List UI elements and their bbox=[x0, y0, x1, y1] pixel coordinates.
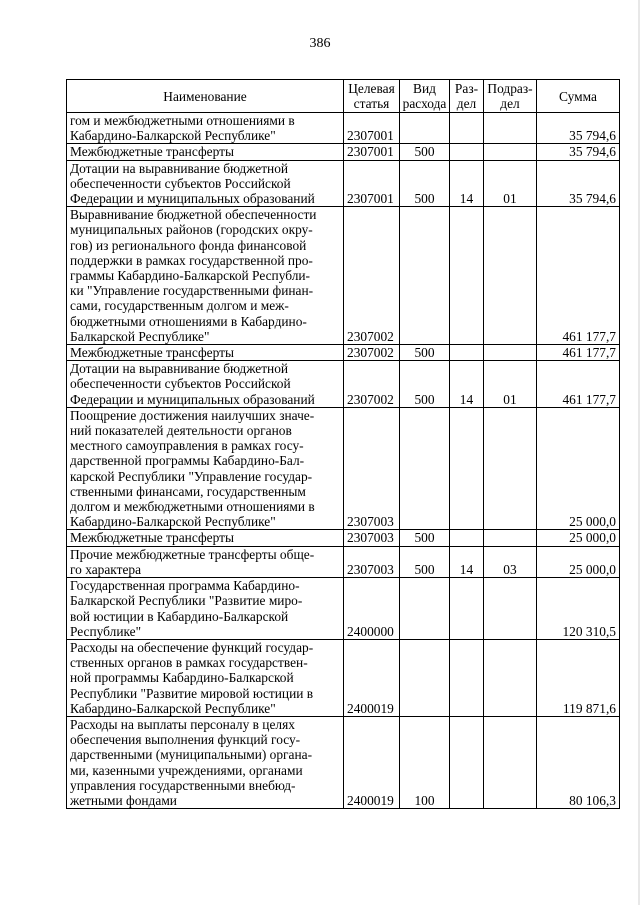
cell-name bbox=[67, 345, 344, 361]
cell-name-line: ки "Управление государственными финан- bbox=[70, 283, 314, 299]
cell-name-line: Межбюджетные трансферты bbox=[70, 530, 234, 546]
cell-sum: 35 794,6 bbox=[537, 113, 620, 144]
cell-expense-type bbox=[400, 578, 450, 640]
cell-target-article: 2307001 bbox=[344, 160, 400, 207]
cell-name-line: Поощрение достижения наилучших значе- bbox=[70, 407, 315, 423]
cell-name-line: Кабардино-Балкарской Республике" bbox=[70, 514, 276, 530]
cell-name-line: граммы Кабардино-Балкарской Республи- bbox=[70, 268, 311, 284]
cell-name-line: долгом и межбюджетными отношениями в bbox=[70, 499, 315, 515]
table-row bbox=[67, 716, 620, 808]
cell-expense-type bbox=[400, 639, 450, 716]
cell-name-line: Балкарской Республики "Развитие миро- bbox=[70, 593, 303, 609]
cell-name-line: жетными фондами bbox=[70, 792, 177, 808]
cell-name bbox=[67, 160, 344, 207]
cell-subsection bbox=[484, 639, 537, 716]
cell-sum: 80 106,3 bbox=[537, 716, 620, 808]
cell-subsection: 03 bbox=[484, 546, 537, 577]
cell-sum: 461 177,7 bbox=[537, 345, 620, 361]
cell-name-line: Межбюджетные трансферты bbox=[70, 144, 234, 160]
cell-name-line: Дотации на выравнивание бюджетной bbox=[70, 361, 289, 377]
cell-section bbox=[450, 144, 484, 160]
table-row bbox=[67, 639, 620, 716]
cell-name-line: ми, казенными учреждениями, органами bbox=[70, 762, 303, 778]
cell-name-line: Дотации на выравнивание бюджетной bbox=[70, 160, 289, 176]
cell-section bbox=[450, 407, 484, 530]
table-row bbox=[67, 113, 620, 144]
cell-name-line: местного самоуправления в рамках госу- bbox=[70, 438, 304, 454]
cell-name-line: Республике" bbox=[70, 623, 142, 639]
cell-name-line: Кабардино-Балкарской Республике" bbox=[70, 128, 276, 144]
cell-section bbox=[450, 345, 484, 361]
cell-target-article: 2307002 bbox=[344, 345, 400, 361]
cell-section bbox=[450, 530, 484, 546]
cell-name bbox=[67, 207, 344, 345]
page-number: 386 bbox=[309, 36, 331, 51]
cell-name bbox=[67, 407, 344, 530]
cell-name-line: Расходы на выплаты персоналу в целях bbox=[70, 716, 295, 732]
cell-subsection bbox=[484, 113, 537, 144]
cell-target-article: 2307001 bbox=[344, 144, 400, 160]
header-section: Раз- дел bbox=[450, 80, 484, 113]
cell-subsection bbox=[484, 578, 537, 640]
cell-name-line: Государственная программа Кабардино- bbox=[70, 578, 300, 594]
cell-name-line: Расходы на обеспечение функций государ- bbox=[70, 639, 314, 655]
cell-section bbox=[450, 113, 484, 144]
cell-subsection bbox=[484, 530, 537, 546]
cell-subsection bbox=[484, 407, 537, 530]
cell-name-line: Балкарской Республике" bbox=[70, 328, 210, 344]
cell-name-line: гов) из регионального фонда финансовой bbox=[70, 237, 307, 253]
cell-expense-type: 500 bbox=[400, 361, 450, 408]
cell-subsection: 01 bbox=[484, 160, 537, 207]
cell-name bbox=[67, 530, 344, 546]
cell-section bbox=[450, 207, 484, 345]
cell-subsection bbox=[484, 345, 537, 361]
cell-expense-type: 500 bbox=[400, 160, 450, 207]
cell-name-line: обеспеченности субъектов Российской bbox=[70, 175, 291, 191]
header-name: Наименование bbox=[67, 80, 344, 113]
cell-name bbox=[67, 113, 344, 144]
cell-name-line: дарственной программы Кабардино-Бал- bbox=[70, 453, 305, 469]
cell-target-article: 2400019 bbox=[344, 639, 400, 716]
cell-name bbox=[67, 546, 344, 577]
cell-expense-type: 500 bbox=[400, 546, 450, 577]
table-row bbox=[67, 207, 620, 345]
cell-subsection bbox=[484, 207, 537, 345]
header-subsection: Подраз- дел bbox=[484, 80, 537, 113]
table-row bbox=[67, 578, 620, 640]
cell-target-article: 2307002 bbox=[344, 361, 400, 408]
cell-name-line: Выравнивание бюджетной обеспеченности bbox=[70, 207, 317, 223]
cell-name-line: управления государственными внебюд- bbox=[70, 777, 296, 793]
cell-name-line: поддержки в рамках государственной про- bbox=[70, 252, 313, 268]
cell-name-line: го характера bbox=[70, 561, 142, 577]
cell-name-line: сами, государственным долгом и меж- bbox=[70, 298, 289, 314]
cell-section bbox=[450, 716, 484, 808]
cell-target-article: 2307003 bbox=[344, 546, 400, 577]
cell-expense-type: 500 bbox=[400, 144, 450, 160]
cell-name-line: ний показателей деятельности органов bbox=[70, 423, 292, 439]
cell-name-line: Республики "Развитие мировой юстиции в bbox=[70, 685, 314, 701]
cell-section bbox=[450, 578, 484, 640]
cell-target-article: 2400000 bbox=[344, 578, 400, 640]
cell-name-line: бюджетными отношениями в Кабардино- bbox=[70, 313, 307, 329]
table-row bbox=[67, 144, 620, 160]
cell-expense-type bbox=[400, 407, 450, 530]
cell-name-line: Кабардино-Балкарской Республике" bbox=[70, 700, 276, 716]
cell-name bbox=[67, 639, 344, 716]
header-target-article: Целевая статья bbox=[344, 80, 400, 113]
cell-sum: 25 000,0 bbox=[537, 530, 620, 546]
table-row bbox=[67, 361, 620, 408]
cell-name-line: гом и межбюджетными отношениями в bbox=[70, 113, 295, 128]
cell-subsection: 01 bbox=[484, 361, 537, 408]
cell-name-line: ственных органов в рамках государствен- bbox=[70, 655, 308, 671]
header-expense-type: Вид расхода bbox=[400, 80, 450, 113]
cell-sum: 25 000,0 bbox=[537, 407, 620, 530]
cell-section: 14 bbox=[450, 361, 484, 408]
cell-sum: 35 794,6 bbox=[537, 144, 620, 160]
cell-name-line: обеспеченности субъектов Российской bbox=[70, 376, 291, 392]
cell-name-line: Федерации и муниципальных образований bbox=[70, 391, 315, 407]
cell-expense-type: 500 bbox=[400, 530, 450, 546]
cell-section: 14 bbox=[450, 546, 484, 577]
cell-expense-type bbox=[400, 113, 450, 144]
cell-name-line: ственными финансами, государственным bbox=[70, 483, 306, 499]
table-row bbox=[67, 160, 620, 207]
cell-name bbox=[67, 716, 344, 808]
cell-name-line: Прочие межбюджетные трансферты обще- bbox=[70, 546, 315, 562]
table-row bbox=[67, 407, 620, 530]
cell-name-line: карской Республики "Управление государ- bbox=[70, 468, 313, 484]
table-row bbox=[67, 345, 620, 361]
cell-subsection bbox=[484, 144, 537, 160]
cell-name-line: ной программы Кабардино-Балкарской bbox=[70, 670, 294, 686]
cell-name-line: дарственными (муниципальными) органа- bbox=[70, 747, 313, 763]
cell-target-article: 2307001 bbox=[344, 113, 400, 144]
header-sum: Сумма bbox=[537, 80, 620, 113]
table-body bbox=[67, 113, 620, 809]
cell-target-article: 2307002 bbox=[344, 207, 400, 345]
cell-expense-type: 100 bbox=[400, 716, 450, 808]
cell-section: 14 bbox=[450, 160, 484, 207]
cell-name bbox=[67, 144, 344, 160]
cell-section bbox=[450, 639, 484, 716]
cell-sum: 25 000,0 bbox=[537, 546, 620, 577]
cell-name-line: обеспечения выполнения функций госу- bbox=[70, 732, 301, 748]
cell-target-article: 2400019 bbox=[344, 716, 400, 808]
cell-sum: 120 310,5 bbox=[537, 578, 620, 640]
cell-subsection bbox=[484, 716, 537, 808]
cell-sum: 461 177,7 bbox=[537, 207, 620, 345]
budget-table bbox=[66, 79, 620, 809]
cell-expense-type: 500 bbox=[400, 345, 450, 361]
cell-sum: 119 871,6 bbox=[537, 639, 620, 716]
cell-sum: 461 177,7 bbox=[537, 361, 620, 408]
cell-name bbox=[67, 361, 344, 408]
cell-sum: 35 794,6 bbox=[537, 160, 620, 207]
cell-name-line: Межбюджетные трансферты bbox=[70, 345, 234, 361]
cell-name-line: Федерации и муниципальных образований bbox=[70, 191, 315, 207]
cell-name-line: вой юстиции в Кабардино-Балкарской bbox=[70, 608, 289, 624]
cell-name bbox=[67, 578, 344, 640]
table-row bbox=[67, 546, 620, 577]
table-header-row bbox=[67, 80, 620, 113]
cell-target-article: 2307003 bbox=[344, 530, 400, 546]
cell-target-article: 2307003 bbox=[344, 407, 400, 530]
table-row bbox=[67, 530, 620, 546]
cell-expense-type bbox=[400, 207, 450, 345]
cell-name-line: муниципальных районов (городских окру- bbox=[70, 222, 313, 238]
